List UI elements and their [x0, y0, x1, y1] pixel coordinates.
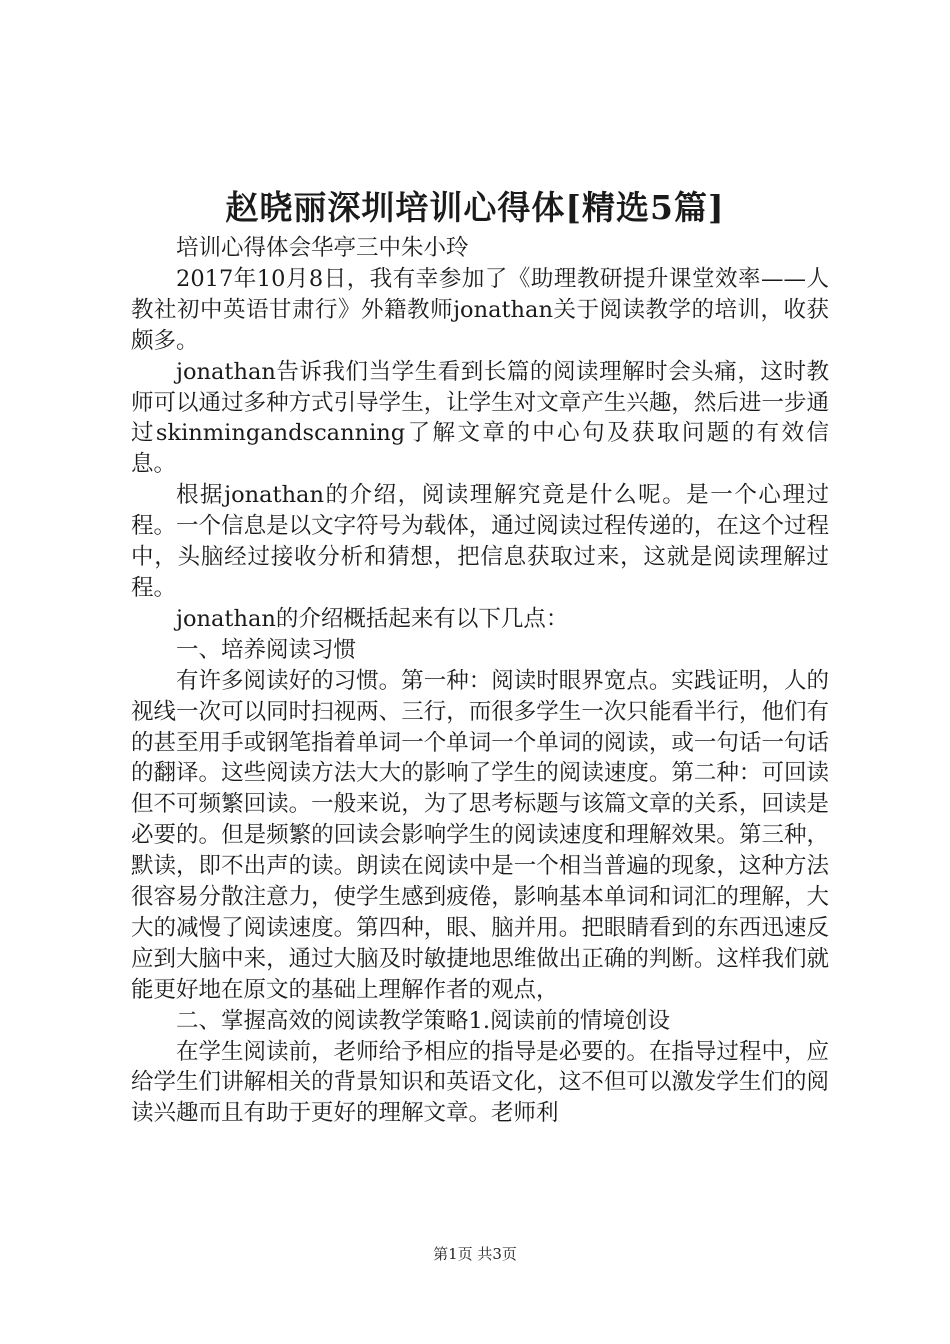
document-title: 赵晓丽深圳培训心得体[精选5篇]: [225, 188, 725, 227]
section-heading: 二、掌握高效的阅读教学策略1.阅读前的情境创设: [176, 1007, 670, 1034]
document-body: [131, 233, 829, 1129]
page-footer: 第1页 共3页: [433, 1245, 517, 1263]
paragraph: jonathan告诉我们当学生看到长篇的阅读理解时会头痛，这时教师可以通过多种方式引导学生，让学生对文章产生兴趣，然后进一步通过skinmingandscanning了解文章的中心句及获取问题的有效信息。: [131, 358, 829, 478]
section-heading: 一、培养阅读习惯: [176, 636, 357, 663]
author-line: 培训心得体会华亭三中朱小玲: [176, 235, 469, 261]
paragraph: jonathan的介绍概括起来有以下几点：: [176, 605, 569, 632]
paragraph: 有许多阅读好的习惯。第一种：阅读时眼界宽点。实践证明，人的视线一次可以同时扫视两、三行，而很多学生一次只能看半行，他们有的甚至用手或钢笔指着单词一个单词一个单词的阅读，或一句话一句话的翻译。这些阅读方法大大的影响了学生的阅读速度。第二种：可回读但不可频繁回读。一般来说，为了思考标题与该篇文章的关系，回读是必要的。但是频繁的回读会影响学生的阅读速度和理解效果。第三种，默读，即不出声的读。朗读在阅读中是一个相当普遍的现象，这种方法很容易分散注意力，使学生感到疲倦，影响基本单词和词汇的理解，大大的减慢了阅读速度。第四种，眼、脑并用。把眼睛看到的东西迅速反应到大脑中来，通过大脑及时敏捷地思维做出正确的判断。这样我们就能更好地在原文的基础上理解作者的观点，: [131, 667, 829, 1003]
paragraph: 2017年10月8日，我有幸参加了《助理教研提升课堂效率——人教社初中英语甘肃行》外籍教师jonathan关于阅读教学的培训，收获颇多。: [131, 265, 829, 354]
paragraph: 在学生阅读前，老师给予相应的指导是必要的。在指导过程中，应给学生们讲解相关的背景知识和英语文化，这不但可以激发学生们的阅读兴趣而且有助于更好的理解文章。老师利: [131, 1038, 829, 1127]
paragraph: 根据jonathan的介绍，阅读理解究竟是什么呢。是一个心理过程。一个信息是以文字符号为载体，通过阅读过程传递的，在这个过程中，头脑经过接收分析和猜想，把信息获取过来，这就是阅读理解过程。: [131, 482, 829, 601]
